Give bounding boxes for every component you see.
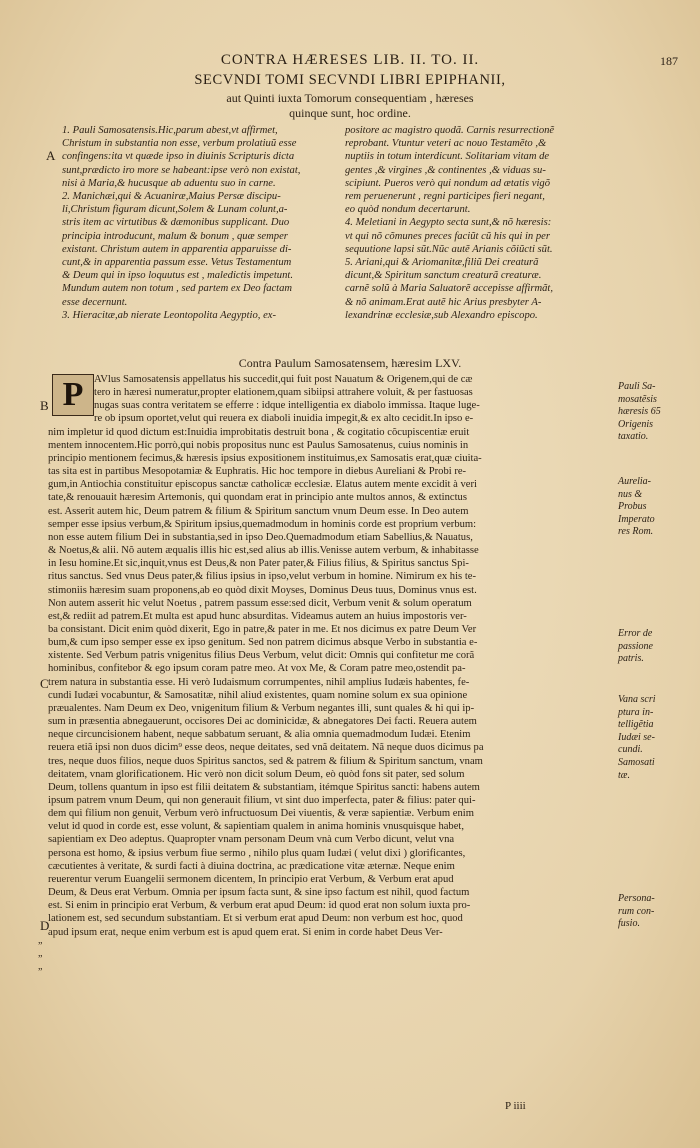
text-line: Deum, tollens quantum in ipso est filii deitatem & substantiam, itémque Spiritus sancti: habens autem bbox=[48, 781, 480, 793]
text-line: nim impletur id quod dictum est:Inuidia improbitatis destruit bona , & cogitatio cõcupiscentiæ eruit bbox=[48, 426, 470, 438]
margin-letter-d: D bbox=[40, 918, 50, 933]
contents-line: vt qui nõ cõmunes preces faciũt cũ his qui in per bbox=[345, 230, 550, 242]
marginal-note-line: Error de bbox=[618, 628, 653, 639]
margin-letter-a: A bbox=[46, 148, 56, 163]
text-line: reuerentur verum Euangelii sermonem dicentem, In principio erat Verbum, & Verbum erat apud bbox=[48, 873, 454, 885]
contents-line: 3. Hieracitæ,ab nierate Leontopolita Aegyptio, ex- bbox=[62, 309, 276, 321]
contents-line: 5. Ariani,qui & Ariomanitæ,filiũ Dei creaturã bbox=[345, 257, 539, 269]
quote-mark: „ bbox=[38, 948, 43, 959]
contents-line: 4. Meletiani in Aegypto secta sunt,& nõ hæresis: bbox=[345, 217, 552, 229]
marginal-note-line: taxatio. bbox=[618, 431, 649, 443]
text-line: semper esse ipsius verbum,& Spiritum ipsius,quemadmodum in hominis corde est proprium verbum: bbox=[48, 518, 477, 530]
text-line: reuera etiã ipsi non duos dicim⁹ esse deos, neque deitates, sed vnã deitatem. Nã neque duos dicimus pa bbox=[48, 742, 484, 754]
marginal-note bbox=[618, 694, 690, 782]
contents-line: Mundum autem non totum , sed partem ex Deo factam bbox=[62, 283, 293, 295]
contents-line: li,Christum figuram dicunt,Solem & Lunam colunt,a- bbox=[62, 204, 288, 216]
text-line: ba consistant. Dicit enim quòd dixerit, Ego in patre,& pater in me. Et nos dicimus ex patre Deum Ver bbox=[48, 623, 477, 635]
text-line: sum in præsentia abnegauerunt, occisores Dei ac dominicidæ, & abnegatores Dei facti. Reuera autem bbox=[48, 716, 477, 728]
contents-line: nisi à Maria,& hucusque ab aduentu suo in carne. bbox=[62, 177, 276, 189]
contents-line: confingens:ita vt quæde ipso in diuinis Scripturis dicta bbox=[62, 151, 295, 163]
contents-line: 2. Manichæi,qui & Acuaniræ,Maius Persæ discipu- bbox=[62, 191, 281, 203]
contents-line: Christum in substantia non esse, verbum prolatiuũ esse bbox=[62, 138, 297, 150]
marginal-note-line: Pauli Sa- bbox=[618, 381, 656, 392]
text-line: in Iesu homine.Et sic,inquit,vnus est Deus,& non Pater pater,& Filius filius, & Spiritus sanctus Spi- bbox=[48, 558, 469, 570]
marginal-note-line: Probus bbox=[618, 501, 647, 513]
text-line: Deum, & Deus erat Verbum. Omnia per ipsum facta sunt, & sine ipso factum est nihil, quod factum bbox=[48, 887, 470, 899]
text-line: cæcutientes à veritate, & surdi facti à diuina doctrina, ac prædicatione vitæ æternæ. Neque enim bbox=[48, 860, 455, 872]
text-line: hominibus, confitebor & ego ipsum coram patre meo. At vox Me, & Coram patre meo,ostendit pa- bbox=[48, 663, 466, 675]
text-line: dem qui filium non genuit, Verbum verò infructuosum Dei viuentis, & veræ sapientiæ. Verbum enim bbox=[48, 808, 474, 820]
text-line: AVlus Samosatensis appellatus his succedit,qui fuit post Nauatum & Origenem,qui de cæ bbox=[94, 374, 473, 385]
running-head: CONTRA HÆRESES LIB. II. TO. II. bbox=[220, 52, 480, 68]
text-line: deitatem, vnam glorificationem. Hic verò non dicit solum Deum, eò quòd fons sit pater, sed solum bbox=[48, 768, 465, 780]
marginal-note-line: res Rom. bbox=[618, 526, 654, 538]
contents-line: reprobant. Vtuntur veteri ac nouo Testamẽto ,& bbox=[345, 138, 547, 150]
book-title: SECVNDI TOMI SECVNDI LIBRI EPIPHANII, bbox=[194, 72, 506, 88]
contents-line: eo quòd nondum decertarunt. bbox=[345, 204, 471, 216]
text-line: ipsum patrem vnum Deum, qui non generauit filium, vt sint duo imperfecta, pater & filius: pater qui- bbox=[48, 795, 476, 806]
marginal-note bbox=[618, 381, 690, 444]
text-line: Non autem asserit hic velut Noetus , patrem passum esse:sed dicit, Verbum venit & solum operatum bbox=[48, 597, 472, 609]
marginal-note-line: tæ. bbox=[618, 769, 630, 781]
contents-line: dicunt,& Spiritum sanctum creaturã creaturæ. bbox=[345, 270, 542, 282]
text-line: cundi Iudæi vocabuntur, & Samosatitæ, nihil aliud existentes, quam nomine solum ex sua opinione bbox=[48, 689, 468, 701]
text-line: mentem innocentem.Hic porrò,qui nobis propositus nunc est Paulus Samosatenus, cuius nominis in bbox=[48, 439, 469, 451]
marginal-note-line: Persona- bbox=[618, 893, 655, 904]
marginal-note-line: fusio. bbox=[618, 918, 640, 930]
contents-line: & Deum qui in ipso loquutus est , maledictis impetunt. bbox=[62, 270, 293, 282]
contents-left-column bbox=[62, 124, 334, 322]
text-line: lationem est, sed secundum substantiam. Et si verbum erat apud Deum: non verbum est hoc, quod bbox=[48, 913, 463, 925]
marginal-note-line: hæresis 65 bbox=[618, 406, 661, 418]
signature-mark: P iiii bbox=[505, 1100, 526, 1112]
marginal-note-line: telligẽtia bbox=[618, 719, 654, 731]
text-line: est. Si enim in principio erat Verbum, & verbum erat apud Deum: id quod erat non solum iuxta pro- bbox=[48, 900, 471, 912]
contents-line: esse decernunt. bbox=[62, 296, 128, 308]
page-number: 187 bbox=[660, 54, 678, 68]
marginal-note-line: passione bbox=[618, 640, 653, 652]
contents-line: lexandrinæ ecclesiæ,sub Alexandro episcopo. bbox=[345, 309, 538, 321]
text-line: persona est homo, & ipsius verbum fiue sermo , nihilo plus quam Iudæi ( velut dixi ) glorificantes, bbox=[48, 847, 466, 859]
marginal-note bbox=[618, 476, 690, 539]
marginal-note-line: Origenis bbox=[618, 418, 653, 430]
text-line: gum,in Antiochia constituitur episcopus sanctæ catholicæ ecclesiæ. Elatus autem mente excidit à veri bbox=[48, 479, 477, 491]
section-title: Contra Paulum Samosatensem, hæresim LXV. bbox=[238, 356, 462, 370]
text-line: tas sita est in partibus Mesopotamiæ & Euphratis. Hic hoc tempore in diebus Aureliani & Probi re- bbox=[48, 466, 467, 478]
text-line: trem natura in substantia esse. Hi verò Iudaismum corrumpentes, nihil amplius Iudæis habentes, fe- bbox=[48, 676, 470, 688]
main-text bbox=[48, 373, 608, 939]
contents-line: & nõ animam.Erat autẽ hic Arius presbyter A- bbox=[345, 296, 542, 308]
contents-line: positore ac magistro quodã. Carnis resurrectionẽ bbox=[345, 125, 555, 136]
contents-line: scipiunt. Pueros verò qui nondum ad ætatis vigõ bbox=[345, 177, 550, 189]
decorated-initial: P bbox=[52, 374, 94, 416]
text-line: & Noetus,& alii. Nõ autem æqualis illis hic est,sed alius ab illis.Venisse autem verbum, & inhabitasse bbox=[48, 545, 479, 557]
text-line: nugas suas contra veritatem se efferre : idque intelligentia ex diabolo immissa. Itaque luge- bbox=[94, 400, 480, 412]
marginal-note-line: Imperato bbox=[618, 513, 655, 525]
contents-line: 1. Pauli Samosatensis.Hic,parum abest,vt affirmet, bbox=[62, 125, 278, 136]
contents-line: sequutione lapsi sũt.Nũc autẽ Arianis cõiũcti sũt. bbox=[345, 243, 553, 255]
marginal-note-line: Samosati bbox=[618, 756, 655, 768]
text-line: re ob ipsum oportet,velut qui reuera ex diaboli inuidia impegit,& ex alto cecidit.In ipso e- bbox=[94, 413, 474, 425]
marginal-note-line: Vana scri bbox=[618, 694, 656, 705]
text-line: stimoniis hæresim suam proponens,ab eo quòd dixit Moyses, Dominus Deus tuus, Dominus vnus est. bbox=[48, 584, 477, 596]
margin-letter-c: C bbox=[40, 676, 49, 691]
text-line: xistente. Sed Verbum patris vnigenitus filius Deus Verbum, velut dicit: Omnis qui confitetur me corã bbox=[48, 650, 475, 662]
book-subtitle-1: aut Quinti iuxta Tomorum consequentiam , hæreses bbox=[226, 91, 474, 105]
text-line: tate,& renouauit hæresim Artemonis, qui quondam erat in principio ante multos annos, & extinctus bbox=[48, 492, 467, 504]
text-line: apud ipsum erat, neque enim verbum est is apud quem erat. Si enim in corde habet Deus Ver- bbox=[48, 926, 443, 938]
text-line: ritus sanctus. Sed vnus Deus pater,& filius ipsius in ipso,velut verbum in homine. Nimirum ex his te- bbox=[48, 571, 476, 583]
margin-letter-b: B bbox=[40, 398, 49, 413]
quote-mark: „ bbox=[38, 961, 43, 972]
text-line: præualentes. Nam Deum ex Deo, vnigenitum filium & Verbum negantes illi, sunt quales & hi qui ip- bbox=[48, 702, 475, 714]
contents-line: stris item ac virtutibus & dæmonibus supplicant. Duo bbox=[62, 217, 290, 229]
text-line: bum,& cum ipso semper esse ex ipso genitum. Sed non patrem dicimus absque Verbo in substantia e- bbox=[48, 637, 478, 649]
contents-line: existant. Christum autem in apparentia apparuisse di- bbox=[62, 243, 292, 255]
contents-line: cunt,& in apparentia passum esse. Vetus Testamentum bbox=[62, 257, 292, 269]
text-line: tero in hæresi numeratur,propter elationem,quam sibiipsi attrahere voluit, & per fastuosas bbox=[94, 387, 473, 399]
book-subtitle-2: quinque sunt, hoc ordine. bbox=[289, 106, 411, 120]
text-line: tres, neque duos filios, neque duos Spiritus sanctos, sed & patrem & filium & Spiritum sanctum, vnam bbox=[48, 755, 483, 767]
text-line: est,& rediit ad patrem.Et multa est apud hunc absurditas. Videamus autem an huius impostoris ver- bbox=[48, 610, 467, 622]
marginal-note-line: nus & bbox=[618, 488, 643, 500]
marginal-note bbox=[618, 893, 690, 931]
text-line: neque circuncisionem habent, neque sabbatum seruant, & alia omnia quemadmodum Iudæi. Etenim bbox=[48, 729, 471, 741]
text-line: non esse autem filium Dei in substantia,sed in ipso Deo.Quemadmodum etiam Sabellius,& Nauatus, bbox=[48, 531, 473, 543]
marginal-note-line: Iudæi se- bbox=[618, 731, 655, 743]
marginal-note-line: cundi. bbox=[618, 744, 643, 756]
marginal-note-line: ptura in- bbox=[618, 706, 654, 718]
marginal-note-line: Aurelia- bbox=[618, 476, 651, 487]
marginal-note-line: mosatẽsis bbox=[618, 393, 657, 405]
contents-right-column bbox=[345, 124, 635, 322]
contents-line: rem peruenerunt , regni participes fieri negant, bbox=[345, 191, 545, 203]
text-line: velut id quod in corde est, esse volunt, & sapientiam qualem in anima hominis vnusquisque habet, bbox=[48, 821, 465, 833]
contents-line: carnẽ solũ à Maria Saluatorẽ accepisse affirmãt, bbox=[345, 283, 554, 295]
quote-mark: „ bbox=[38, 935, 43, 946]
text-line: est. Asserit autem hic, Deum patrem & filium & Spiritum sanctum vnum Deum esse. In Deo autem bbox=[48, 505, 469, 517]
contents-line: principia introducunt, malum & bonum , quæ semper bbox=[62, 230, 288, 242]
text-line: principio mentionem fecimus,& hæresis ipsius expositionem instituimus,ex Samosatis erat,quæ ciuita- bbox=[48, 452, 482, 464]
marginal-note bbox=[618, 628, 690, 666]
marginal-note-line: rum con- bbox=[618, 905, 655, 917]
contents-line: nuptiis in totum interdicunt. Solitariam vitam de bbox=[345, 151, 550, 163]
text-line: sapientiam ex Deo adeptus. Quapropter vnam personam Deum vnà cum Verbo dicunt, velut vna bbox=[48, 834, 455, 846]
contents-line: sunt,prædicto iro more se habeant:ipse verò non existat, bbox=[62, 164, 301, 176]
marginal-note-line: patris. bbox=[618, 653, 644, 665]
contents-line: gentes ,& virgines ,& continentes ,& viduas su- bbox=[345, 164, 546, 176]
